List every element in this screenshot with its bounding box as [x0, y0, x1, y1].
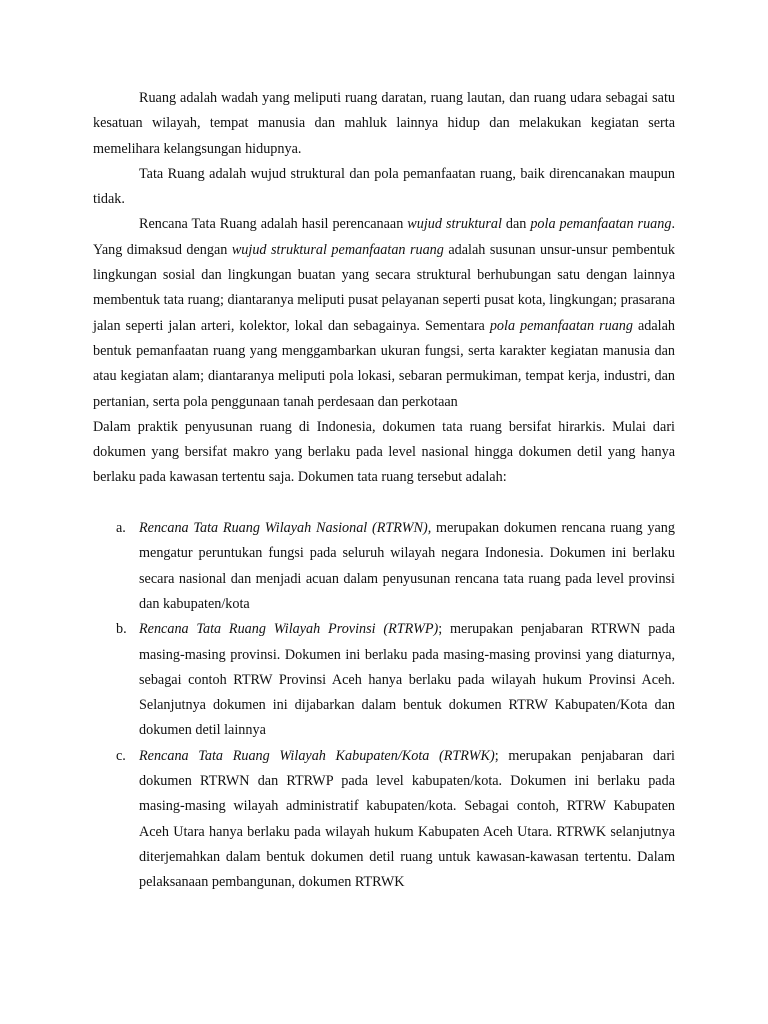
list-item-text: merupakan dokumen rencana ruang yang mengatur peruntukan fungsi pada seluruh wilayah negara Indonesia. Dokumen ini berlaku secara nasional dan menjadi acuan dalam penyusunan rencana tata ruang pada level provinsi dan kabupaten/kota [139, 520, 675, 612]
paragraph-text: Rencana Tata Ruang adalah hasil perencanaan [139, 216, 408, 233]
emphasis-text: wujud struktural [407, 216, 502, 233]
document-type-list [93, 516, 675, 895]
paragraph-text: Ruang adalah wadah yang meliputi ruang daratan, ruang lautan, dan ruang udara sebagai satu kesatuan wilayah, tempat manusia dan mahluk lainnya hidup dan melakukan kegiatan serta memelihara kelangsungan hidupnya. [93, 90, 675, 157]
paragraph-text: Tata Ruang adalah wujud struktural dan pola pemanfaatan ruang, baik direncanakan maupun tidak. [93, 165, 675, 208]
blank-line [93, 491, 675, 516]
list-marker: b. [116, 621, 127, 638]
list-item-text: ; merupakan penjabaran dari dokumen RTRWN dan RTRWP pada level kabupaten/kota. Dokumen ini berlaku pada masing-masing wilayah administratif kabupaten/kota. Sebagai contoh, RTRW Kabupaten Aceh Utara hanya berlaku pada wilayah hukum Kabupaten Aceh Utara. RTRWK selanjutnya diterjemahkan dalam bentuk dokumen detil ruang untuk kawasan-kawasan tertentu. Dalam pelaksanaan pembangunan, dokumen RTRWK [139, 747, 675, 891]
list-item-title: Rencana Tata Ruang Wilayah Nasional (RTRWN), [139, 520, 432, 537]
paragraph-ruang-definition [93, 86, 675, 162]
list-item-rtrwk [93, 744, 675, 896]
list-item-title: Rencana Tata Ruang Wilayah Provinsi (RTRWP) [139, 621, 439, 638]
emphasis-text: pola pemanfaatan ruang [530, 216, 672, 233]
list-marker: c. [116, 747, 126, 764]
paragraph-text: adalah bentuk pemanfaatan ruang yang menggambarkan ukuran fungsi, serta karakter kegiatan manusia dan atau kegiatan alam; diantaranya meliputi pola lokasi, sebaran permukiman, tempat kerja, industri, dan pertanian, serta pola penggunaan tanah perdesaan dan perkotaan [93, 317, 676, 410]
paragraph-text: adalah susunan unsur-unsur pembentuk lingkungan sosial dan lingkungan buatan yang secara struktural berhubungan satu dengan lainnya membentuk tata ruang; diantaranya meliputi pusat pelayanan seperti pusat kota, lingkungan; prasarana jalan seperti jalan arteri, kolektor, lokal dan sebagainya. Sementara [93, 241, 675, 334]
list-marker: a. [116, 520, 126, 537]
paragraph-tata-ruang-definition [93, 162, 675, 213]
paragraph-hierarchy-intro [93, 415, 675, 491]
paragraph-text: dan [501, 216, 531, 233]
list-item-rtrwn [93, 516, 675, 617]
list-item-title: Rencana Tata Ruang Wilayah Kabupaten/Kota (RTRWK) [139, 747, 495, 764]
paragraph-rencana-tata-ruang [93, 212, 675, 414]
emphasis-text: wujud struktural pemanfaatan ruang [231, 241, 444, 258]
paragraph-text: Dalam praktik penyusunan ruang di Indonesia, dokumen tata ruang bersifat hirarkis. Mulai dari dokumen yang bersifat makro yang berlaku pada level nasional hingga dokumen detil yang hanya berlaku pada kawasan tertentu saja. Dokumen tata ruang tersebut adalah: [93, 418, 675, 486]
paragraph-text: . Yang dimaksud dengan [93, 216, 675, 258]
list-item-text: ; merupakan penjabaran RTRWN pada masing-masing provinsi. Dokumen ini berlaku pada masing-masing provinsi yang diaturnya, sebagai contoh RTRW Provinsi Aceh hanya berlaku pada wilayah hukum Provinsi Aceh. Selanjutnya dokumen ini dijabarkan dalam bentuk dokumen RTRW Kabupaten/Kota dan dokumen detil lainnya [139, 621, 675, 739]
emphasis-text: pola pemanfaatan ruang [489, 317, 633, 334]
document-body [93, 86, 675, 896]
list-item-rtrwp [93, 617, 675, 743]
